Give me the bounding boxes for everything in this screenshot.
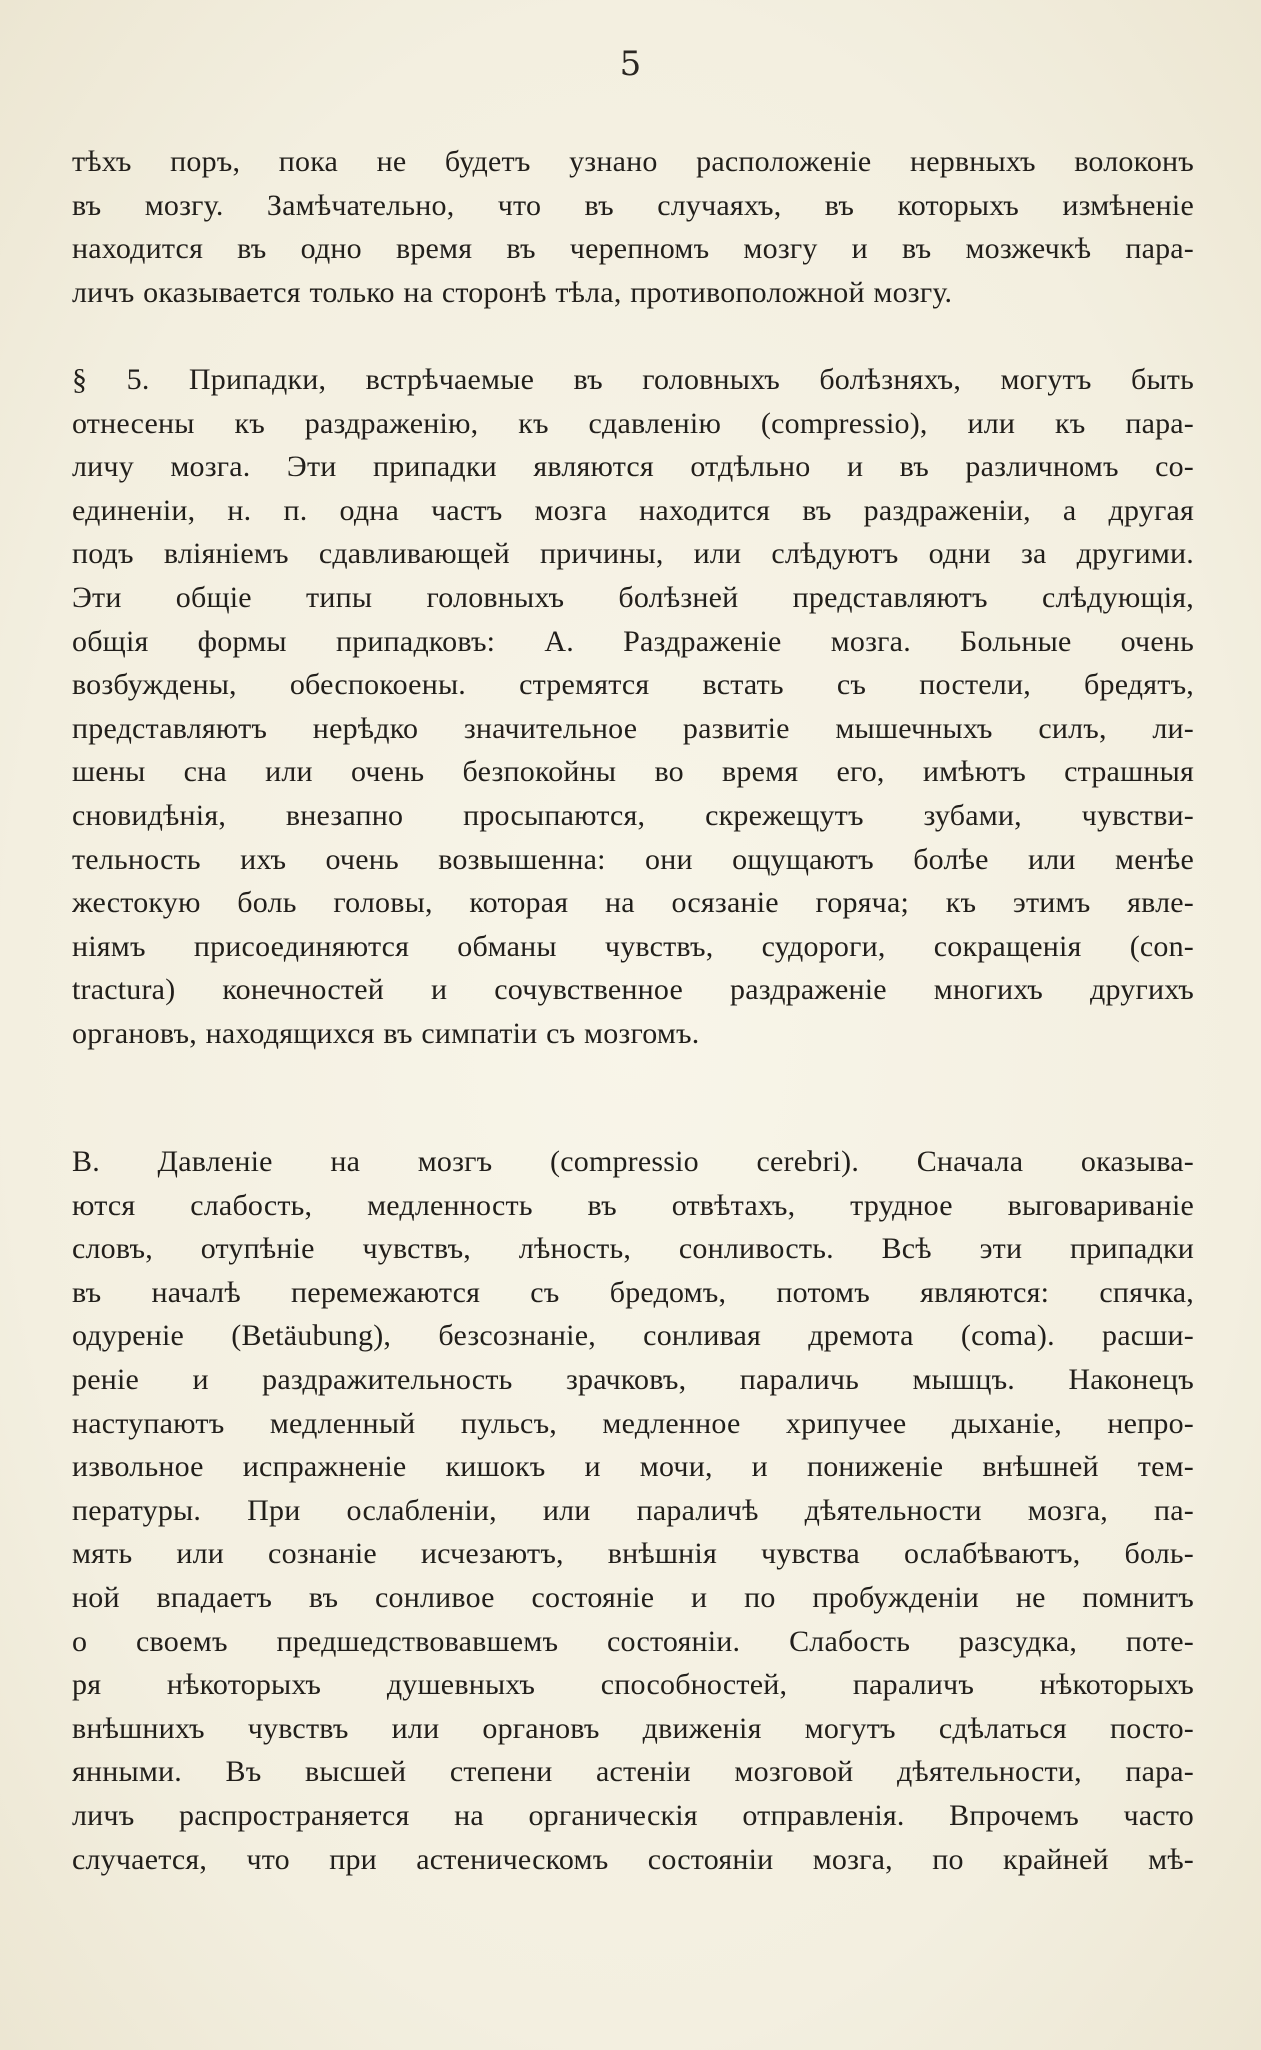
- text-line: внѣшнихъ чувствъ или органовъ движенія могутъ сдѣлаться посто-: [72, 1711, 1194, 1745]
- text-line: ются слабость, медленность въ отвѣтахъ, трудное выговариваніе: [72, 1188, 1194, 1222]
- text-line: словъ, отупѣніе чувствъ, лѣность, сонливость. Всѣ эти припадки: [72, 1232, 1194, 1266]
- text-line: § 5. Припадки, встрѣчаемые въ головныхъ болѣзняхъ, могутъ быть: [72, 363, 1194, 396]
- text-line: о своемъ предшедствовавшемъ состояніи. Слабость разсудка, поте-: [72, 1624, 1194, 1658]
- text-line: сновидѣнія, внезапно просыпаются, скрежещутъ зубами, чувстви-: [72, 798, 1194, 832]
- text-line: B. Давленіе на мозгъ (compressio cerebri). Сначала оказыва-: [72, 1145, 1194, 1178]
- page-number: 5: [619, 44, 642, 84]
- text-line: извольное испражненіе кишокъ и мочи, и пониженіе внѣшней тем-: [72, 1450, 1194, 1484]
- text-line: тѣхъ поръ, пока не будетъ узнано расположеніе нервныхъ волоконъ: [72, 145, 1194, 178]
- text-line: реніе и раздражительность зрачковъ, параличь мышцъ. Наконецъ: [72, 1362, 1194, 1396]
- text-line: въ началѣ перемежаются съ бредомъ, потомъ являются: спячка,: [72, 1275, 1194, 1309]
- text-line: въ мозгу. Замѣчательно, что въ случаяхъ, въ которыхъ измѣненіе: [72, 188, 1194, 222]
- text-line: единеніи, н. п. одна частъ мозга находится въ раздраженіи, а другая: [72, 493, 1194, 527]
- text-line: отнесены къ раздраженію, къ сдавленію (compressio), или къ пара-: [72, 406, 1194, 440]
- text-line: Эти общіе типы головныхъ болѣзней представляютъ слѣдующія,: [72, 580, 1194, 614]
- text-line: возбуждены, обеспокоены. стремятся встать съ постели, бредятъ,: [72, 668, 1194, 702]
- text-line: жестокую боль головы, которая на осязаніе горяча; къ этимъ явле-: [72, 886, 1194, 920]
- text-line: общія формы припадковъ: А. Раздраженіе мозга. Больные очень: [72, 624, 1194, 658]
- text-line: пературы. При ослабленіи, или параличѣ дѣятельности мозга, па-: [72, 1493, 1194, 1527]
- text-line: мять или сознаніе исчезаютъ, внѣшнія чувства ослабѣваютъ, боль-: [72, 1537, 1194, 1571]
- text-line: органовъ, находящихся въ симпатіи съ мозгомъ.: [72, 1016, 700, 1050]
- paragraph-2: [72, 358, 1194, 1056]
- text-line: янными. Въ высшей степени астеніи мозговой дѣятельности, пара-: [72, 1755, 1194, 1789]
- text-line: tractura) конечностей и сочувственное раздраженіе многихъ другихъ: [72, 973, 1194, 1007]
- paragraph-1: [72, 140, 1194, 314]
- text-line: тельность ихъ очень возвышенна: они ощущаютъ болѣе или менѣе: [72, 842, 1194, 876]
- text-line: представляютъ нерѣдко значительное развитіе мышечныхъ силъ, ли-: [72, 711, 1194, 745]
- text-line: наступаютъ медленный пульсъ, медленное хрипучее дыханіе, непро-: [72, 1406, 1194, 1440]
- text-line: ной впадаетъ въ сонливое состояніе и по пробужденіи не помнитъ: [72, 1580, 1194, 1614]
- text-line: находится въ одно время въ черепномъ мозгу и въ мозжечкѣ пара-: [72, 232, 1194, 266]
- text-line: подъ вліяніемъ сдавливающей причины, или слѣдуютъ одни за другими.: [72, 537, 1194, 571]
- text-line: ря нѣкоторыхъ душевныхъ способностей, параличъ нѣкоторыхъ: [72, 1668, 1194, 1702]
- text-line: случается, что при астеническомъ состояніи мозга, по крайней мѣ-: [72, 1842, 1194, 1876]
- text-line: личъ оказывается только на сторонѣ тѣла, противоположной мозгу.: [72, 275, 953, 309]
- text-line: ніямъ присоединяются обманы чувствъ, судороги, сокращенія (con-: [72, 929, 1194, 963]
- text-line: шены сна или очень безпокойны во время его, имѣютъ страшныя: [72, 755, 1194, 789]
- text-line: одуреніе (Betäubung), безсознаніе, сонливая дремота (coma). расши-: [72, 1319, 1194, 1353]
- paragraph-3: [72, 1140, 1194, 1881]
- text-line: личу мозга. Эти припадки являются отдѣльно и въ различномъ со-: [72, 450, 1194, 484]
- text-line: личъ распространяется на органическія отправленія. Впрочемъ часто: [72, 1798, 1194, 1832]
